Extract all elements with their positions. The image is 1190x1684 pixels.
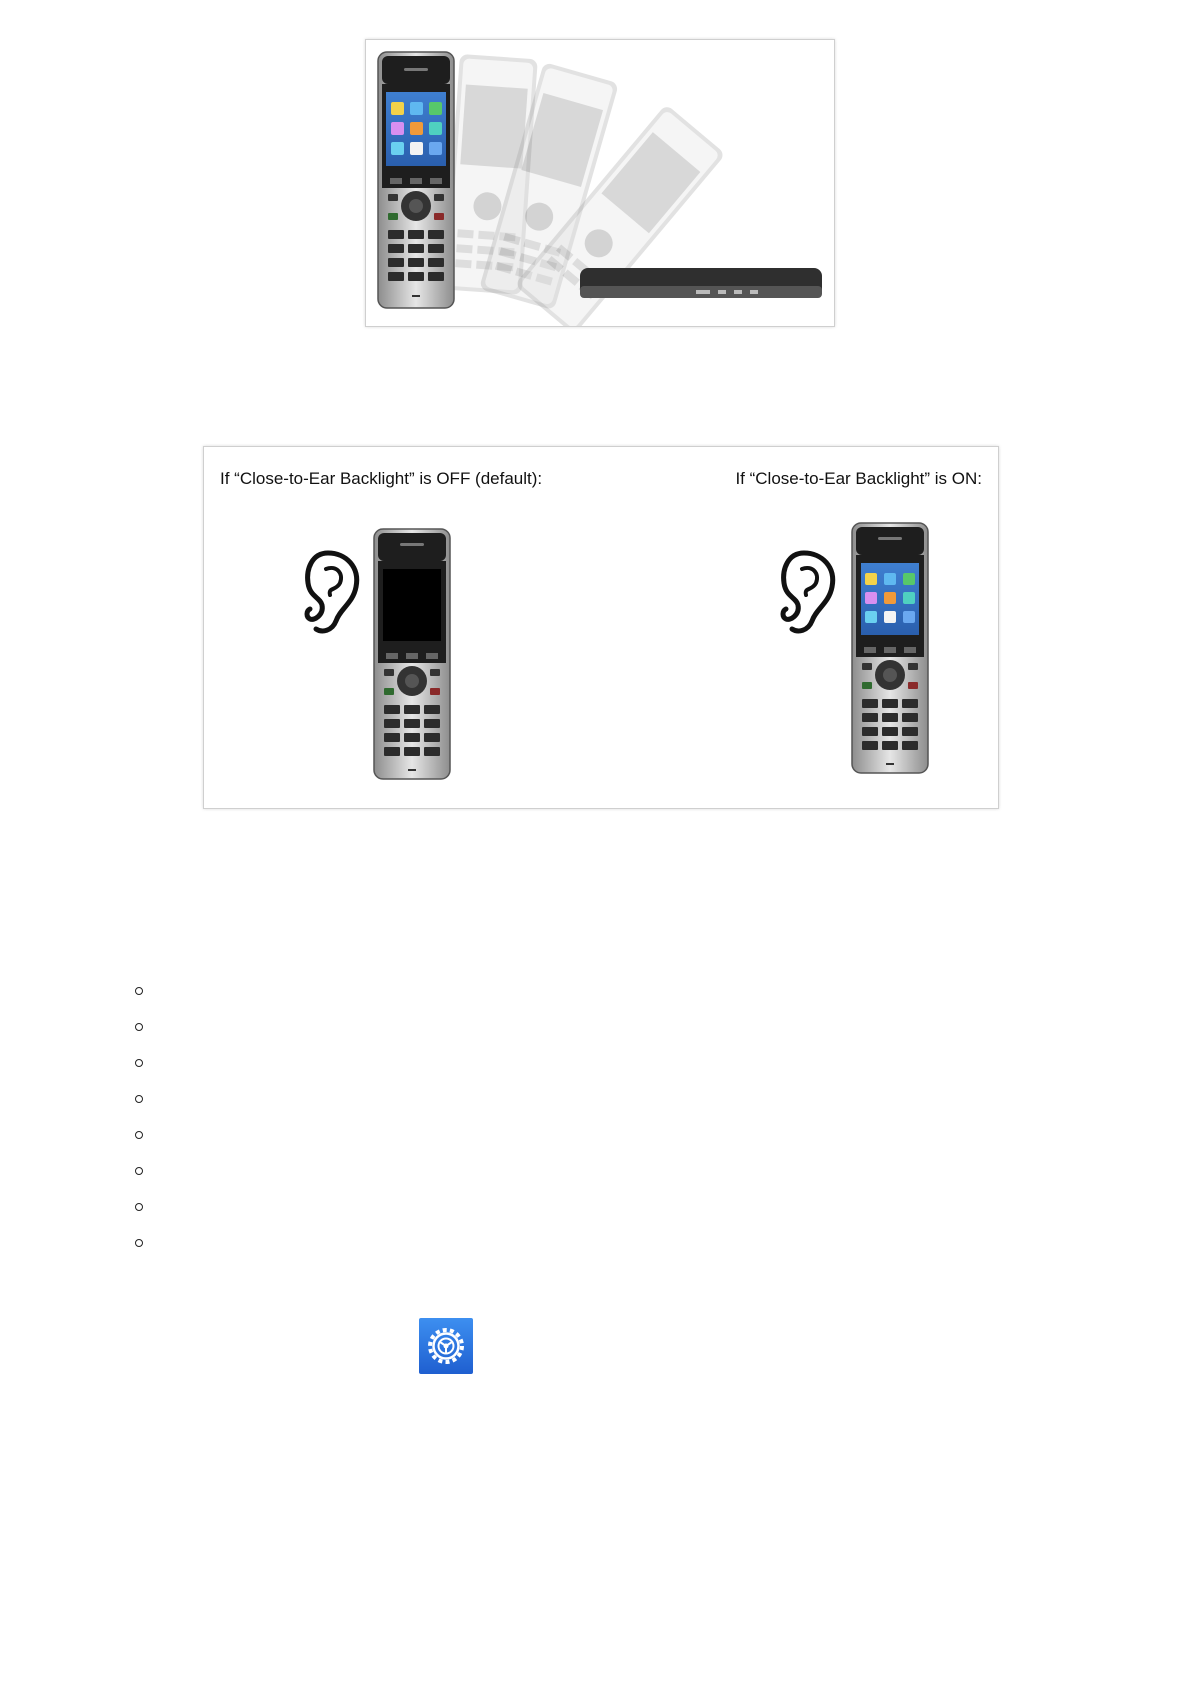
- bullet-marker: [135, 1167, 143, 1175]
- caption-backlight-on: If “Close-to-Ear Backlight” is ON:: [735, 469, 982, 488]
- ear-icon: [307, 553, 357, 631]
- bullet-marker: [135, 1203, 143, 1211]
- bullet-marker: [135, 1095, 143, 1103]
- list-item: [130, 1234, 150, 1270]
- handset-stack-illustration: [366, 40, 834, 326]
- handset-screen-on: [852, 523, 928, 773]
- settings-gear-icon: [419, 1318, 473, 1374]
- list-item: [130, 1054, 150, 1090]
- bullet-marker: [135, 1239, 143, 1247]
- front-handset: [378, 52, 454, 308]
- list-item: [130, 1126, 150, 1162]
- charger-base: [580, 268, 822, 298]
- bullet-marker: [135, 1023, 143, 1031]
- backlight-comparison-illustration: [204, 447, 998, 808]
- list-item: [130, 1162, 150, 1198]
- list-item: [130, 982, 150, 1018]
- list-item: [130, 1198, 150, 1234]
- bullet-marker: [135, 1131, 143, 1139]
- list-item: [130, 1090, 150, 1126]
- caption-backlight-off: If “Close-to-Ear Backlight” is OFF (default):: [220, 469, 543, 488]
- bullet-marker: [135, 987, 143, 995]
- bullet-list: [130, 982, 150, 1270]
- handset-charging-figure: [365, 39, 835, 327]
- ear-icon: [783, 553, 833, 631]
- bullet-marker: [135, 1059, 143, 1067]
- close-to-ear-backlight-figure: [203, 446, 999, 809]
- list-item: [130, 1018, 150, 1054]
- handset-screen-off: [374, 529, 450, 779]
